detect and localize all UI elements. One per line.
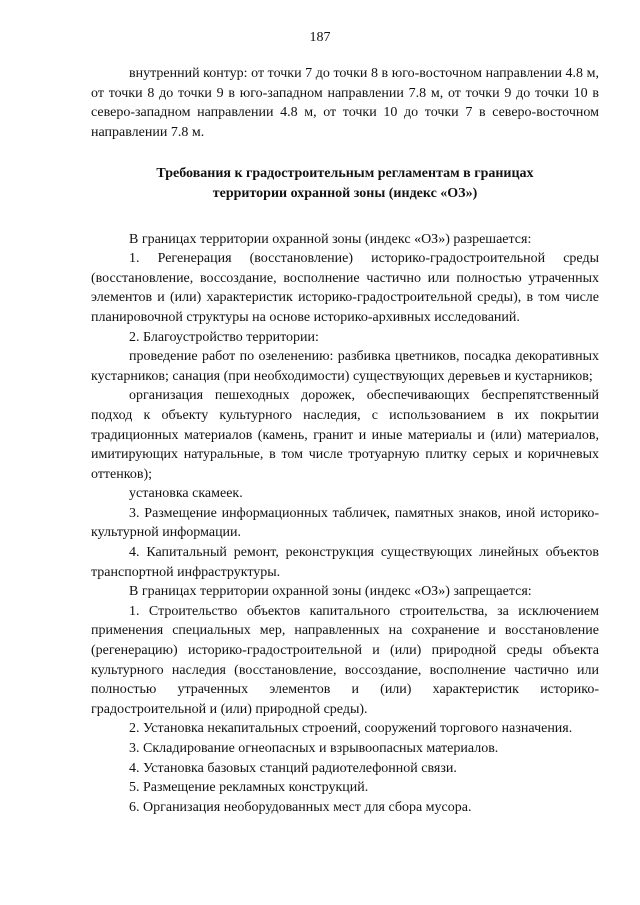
intro-paragraph: внутренний контур: от точки 7 до точки 8 в юго-восточном направлении 4.8 м, от точки 8 до точки 9 в юго-западном направлении 7.8 м, от точки 9 до точки 10 в северо-западном направлении 4.8 м, от точки 10 до точки 7 в северо-восточном направлении 7.8 м. (91, 66, 599, 140)
section-heading-line-2: территории охранной зоны (индекс «ОЗ») (212, 185, 478, 201)
permitted-item-2: 2. Благоустройство территории: (129, 329, 319, 345)
prohibited-intro: В границах территории охранной зоны (индекс «ОЗ») запрещается: (129, 584, 532, 600)
permitted-item-1: 1. Регенерация (восстановление) историко-градостроительной среды (восстановление, воссоздание, восполнение частично или полностью утраченных элементов и (или) характеристик историко-градостроительной среды), в том числе планировочной структуры на основе историко-архивных исследований. (91, 251, 599, 325)
permitted-item-3: 3. Размещение информационных табличек, памятных знаков, иной историко-культурной информации. (91, 505, 599, 541)
section-heading (91, 164, 599, 203)
prohibited-item-2: 2. Установка некапитальных строений, сооружений торгового назначения. (129, 721, 573, 737)
prohibited-item-1: 1. Строительство объектов капитального строительства, за исключением применения специальных мер, направленных на сохранение и восстановление (регенерацию) историко-градостроительной и (или) природной среды объекта культурного наследия (восстановление, воссоздание, восполнение частично или полностью утраченных элементов и (или) характеристик историко-градостроительной и (или) природной среды). (91, 603, 599, 717)
section-heading-line-1: Требования к градостроительным регламентам в границах (156, 166, 534, 182)
permitted-intro: В границах территории охранной зоны (индекс «ОЗ») разрешается: (129, 231, 532, 247)
page-number: 187 (309, 30, 331, 45)
prohibited-item-4: 4. Установка базовых станций радиотелефонной связи. (129, 760, 457, 776)
prohibited-item-3: 3. Складирование огнеопасных и взрывоопасных материалов. (129, 741, 499, 756)
permitted-item-2-paths: организация пешеходных дорожек, обеспечивающих беспрепятственный подход к объекту культурного наследия, с использованием в их покрытии традиционных материалов (камень, гранит и иные материалы и (или) материалов, имитирующих натуральные, в том числе тротуарную плитку серых и коричневых оттенков); (91, 388, 599, 482)
prohibited-item-5: 5. Размещение рекламных конструкций. (129, 780, 369, 796)
prohibited-item-6: 6. Организация необорудованных мест для сбора мусора. (129, 799, 472, 815)
document-body (91, 64, 599, 817)
permitted-item-2-benches: установка скамеек. (129, 486, 243, 502)
permitted-item-4: 4. Капитальный ремонт, реконструкция существующих линейных объектов транспортной инфраструктуры. (91, 545, 599, 580)
permitted-item-2-landscaping: проведение работ по озеленению: разбивка цветников, посадка декоративных кустарников; санация (при необходимости) существующих деревьев и кустарников; (91, 349, 599, 384)
